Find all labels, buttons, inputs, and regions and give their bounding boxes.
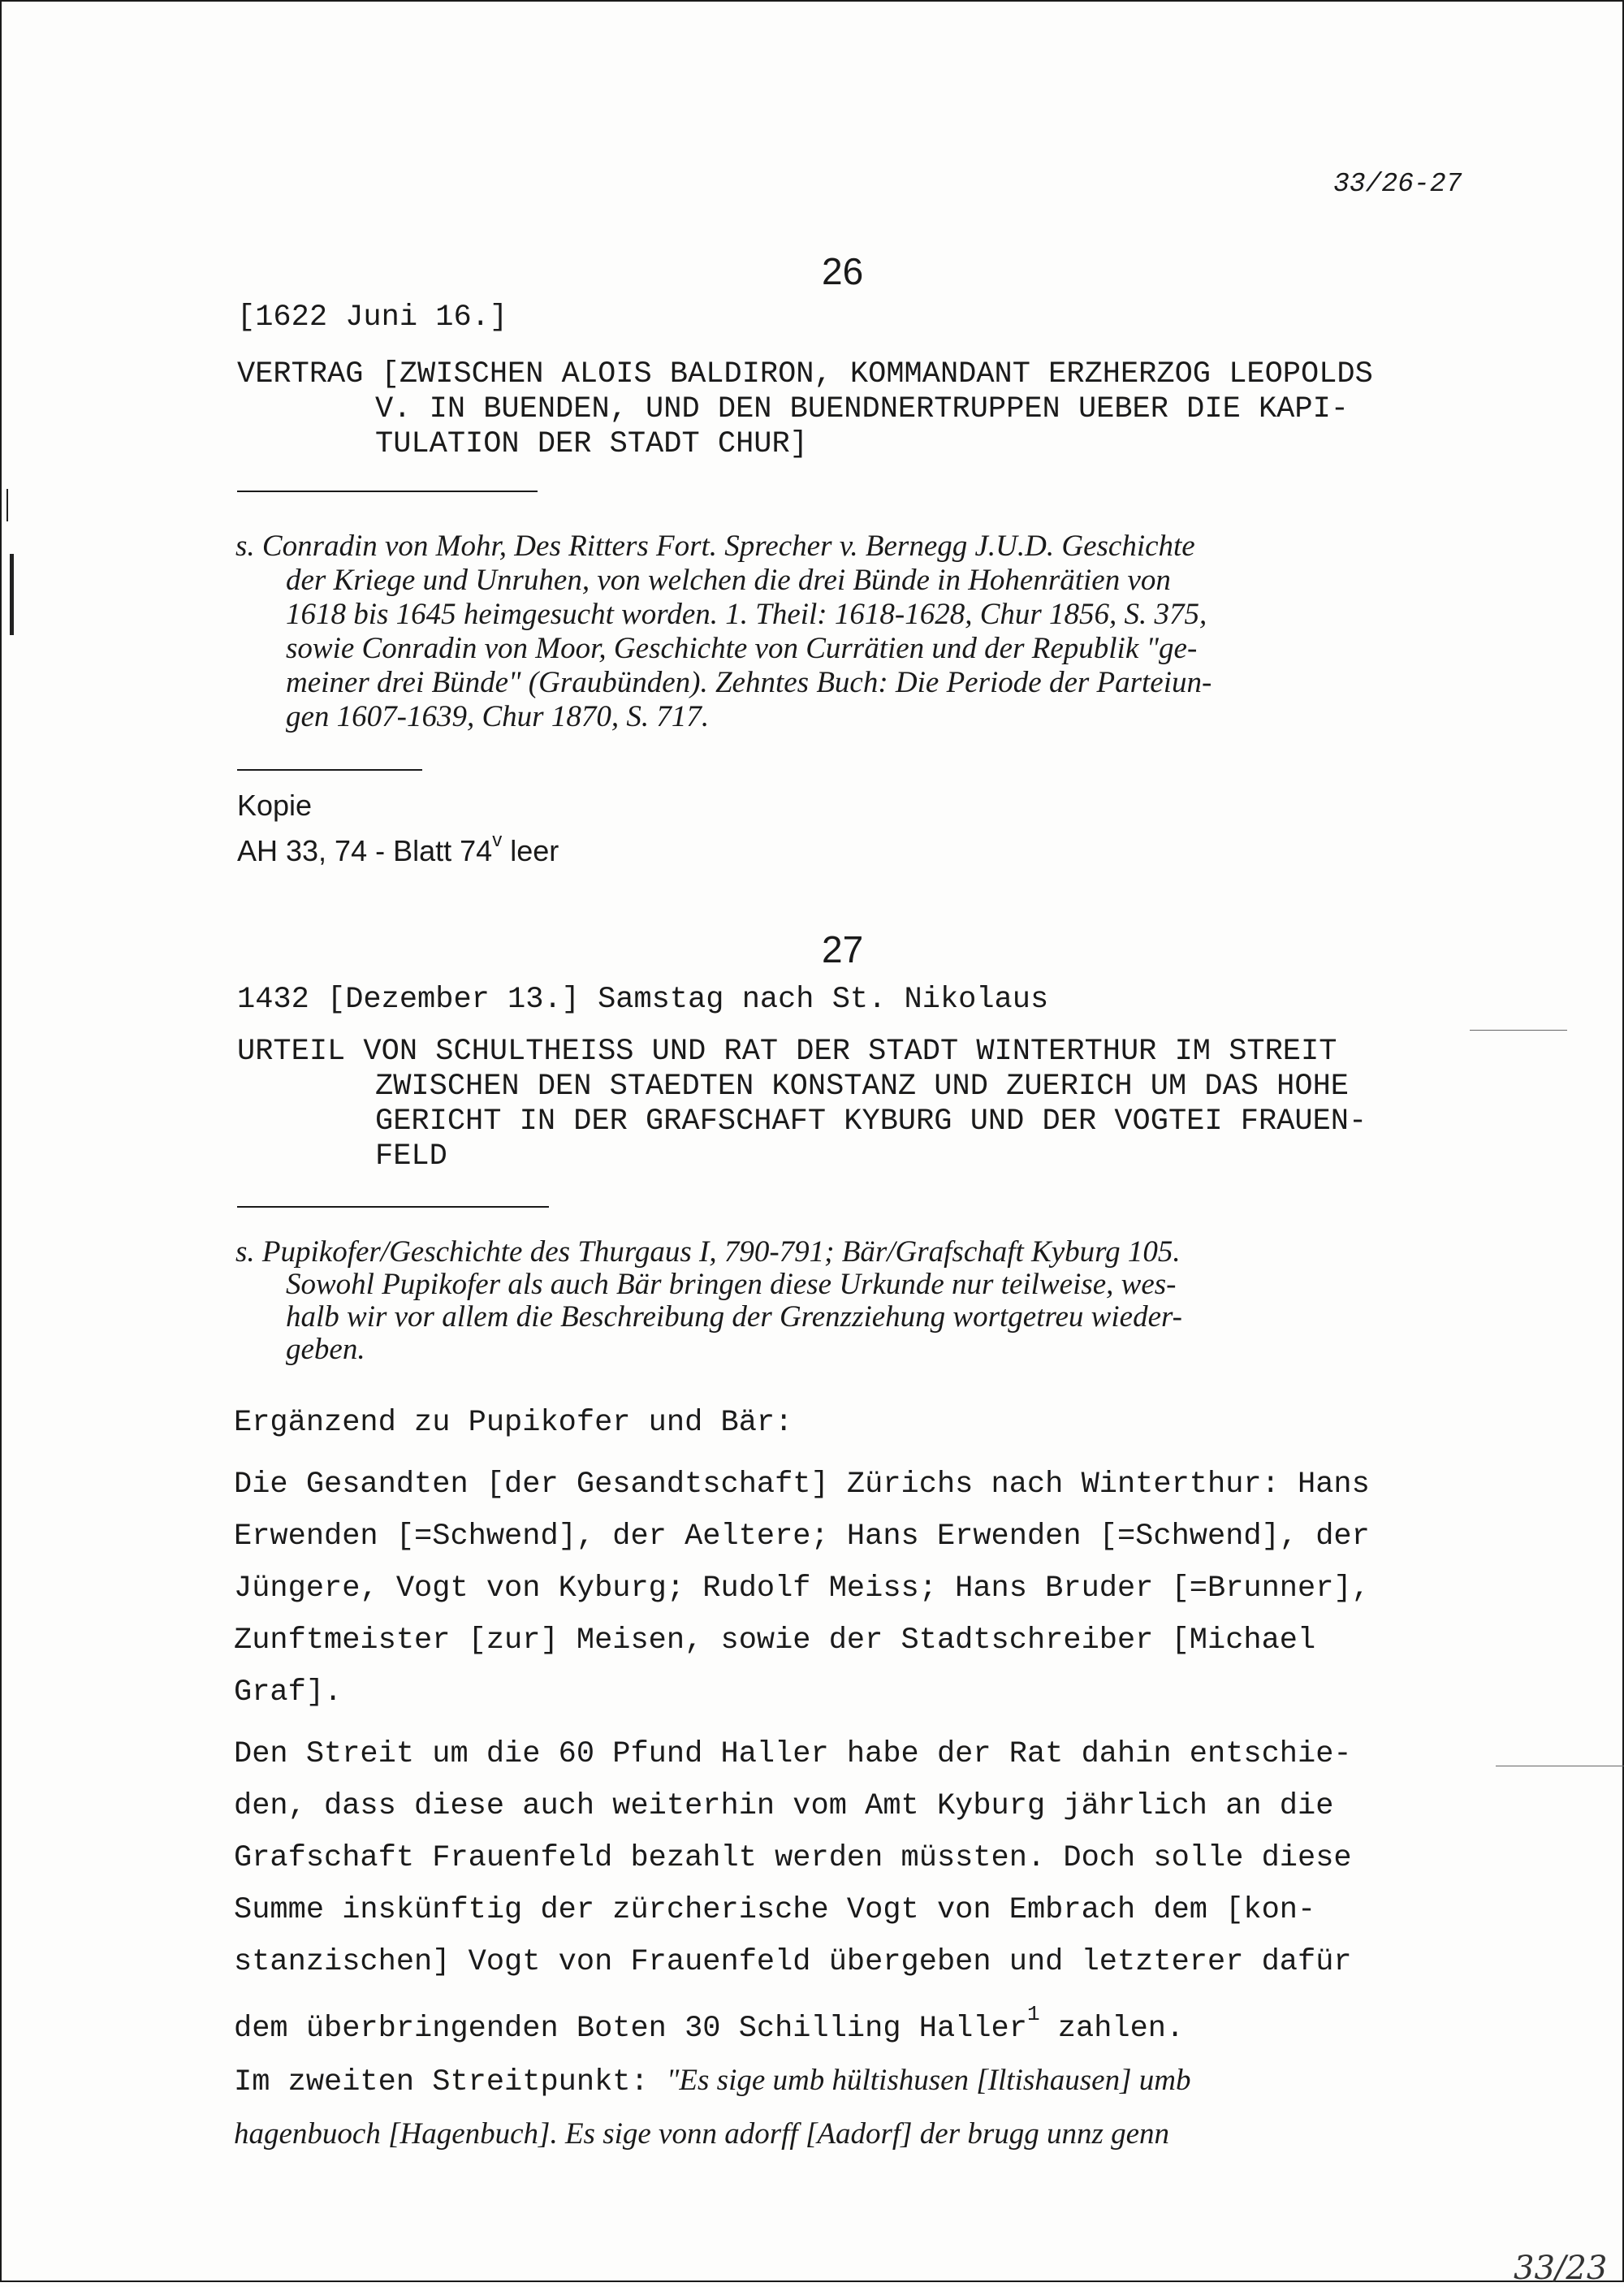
copy-label: Kopie [237,789,313,822]
citation-line: 1618 bis 1645 heimgesucht worden. 1. Theil: 1618-1628, Chur 1856, S. 375, [286,598,1207,631]
archive-stamp: 33/23 [1514,2250,1608,2287]
scan-mark [10,554,14,635]
citation-26 [235,530,1212,734]
document-number-26: 26 [822,250,864,292]
title-line: GERICHT IN DER GRAFSCHAFT KYBURG UND DER VOGTEI FRAUEN- [375,1105,1367,1139]
citation-line: geben. [286,1333,365,1366]
paragraph-envoys: Die Gesandten [der Gesandtschaft] Zürichs nach Winterthur: Hans Erwenden [=Schwend], der Aeltere; Hans Erwenden [=Schwend], der Jüngere, Vogt von Kyburg; Rudolf Meiss; Hans Bruder [=Brunner], Zunftmeister [zur] Meisen, sowie der Stadtschreiber [Michael Graf]. [234,1468,1370,1710]
footnote-marker: 1 [1026,2002,1040,2026]
paragraph-dispute: Den Streit um die 60 Pfund Haller habe der Rat dahin entschie- den, dass diese auch weiterhin vom Amt Kyburg jährlich an die Grafschaft Frauenfeld bezahlt werden müssten. Doch solle diese Summe inskünftig der zürcherische Vogt von Embrach dem [kon- stanzischen] Vogt von Frauenfeld übergeben und letzterer dafür dem überbringenden Boten 30 Schilling Haller$^1$ zahlen. [234,1737,1352,2046]
divider-rule [237,1206,549,1208]
quoted-text: "Es sige umb hültishusen [Iltishausen] umb [666,2064,1191,2097]
citation-line: halb wir vor allem die Beschreibung der Grenzziehung wortgetreu wieder- [286,1300,1182,1334]
title-line: FELD [375,1139,447,1174]
title-line: URTEIL VON SCHULTHEISS UND RAT DER STADT WINTERTHUR IM STREIT [237,1035,1337,1069]
document-body-27 [234,1397,1582,2160]
scan-mark [6,489,8,521]
title-line: VERTRAG [ZWISCHEN ALOIS BALDIRON, KOMMANDANT ERZHERZOG LEOPOLDS [237,357,1373,391]
citation-line: s. Conradin von Mohr, Des Ritters Fort. Sprecher v. Bernegg J.U.D. Geschichte [235,530,1195,563]
paragraph-second-point: Im zweiten Streitpunkt: "Es sige umb hültishusen [Iltishausen] umb hagenbuoch [Hagenbuch]. Es sige vonn adorff [Aadorf] der brugg unnz genn [234,2055,1582,2160]
citation-line: Sowohl Pupikofer als auch Bär bringen diese Urkunde nur teilweise, wes- [286,1268,1177,1301]
archive-note [237,788,559,868]
document-date-26: [1622 Juni 16.] [237,300,508,335]
citation-line: der Kriege und Unruhen, von welchen die drei Bünde in Hohenrätien von [286,564,1171,597]
title-line: ZWISCHEN DEN STAEDTEN KONSTANZ UND ZUERICH UM DAS HOHE [375,1070,1349,1104]
supplement-heading: Ergänzend zu Pupikofer und Bär: [234,1406,793,1440]
quoted-text: hagenbuoch [Hagenbuch]. Es sige vonn adorff [Aadorf] der brugg unnz genn [234,2117,1170,2151]
page-reference: 33/26-27 [1333,169,1462,199]
citation-line: sowie Conradin von Moor, Geschichte von Currätien und der Republik "ge- [286,632,1198,665]
title-line: TULATION DER STADT CHUR] [375,427,808,461]
document-number-27: 27 [822,928,864,971]
divider-rule [237,769,422,771]
document-title-26 [237,357,1504,462]
citation-27 [235,1236,1182,1366]
archive-reference: AH 33, 74 - Blatt 74$^v$ leer [237,829,559,867]
document-title-27 [237,1035,1504,1174]
title-line: V. IN BUENDEN, UND DEN BUENDNERTRUPPEN UEBER DIE KAPI- [375,392,1349,426]
divider-rule [237,491,538,492]
citation-line: meiner drei Bünde" (Graubünden). Zehntes Buch: Die Periode der Parteiun- [286,666,1212,699]
citation-line: s. Pupikofer/Geschichte des Thurgaus I, 790-791; Bär/Grafschaft Kyburg 105. [235,1235,1181,1269]
citation-line: gen 1607-1639, Chur 1870, S. 717. [286,700,710,733]
scan-mark [1470,1030,1567,1031]
document-date-27: 1432 [Dezember 13.] Samstag nach St. Nikolaus [237,983,1049,1017]
